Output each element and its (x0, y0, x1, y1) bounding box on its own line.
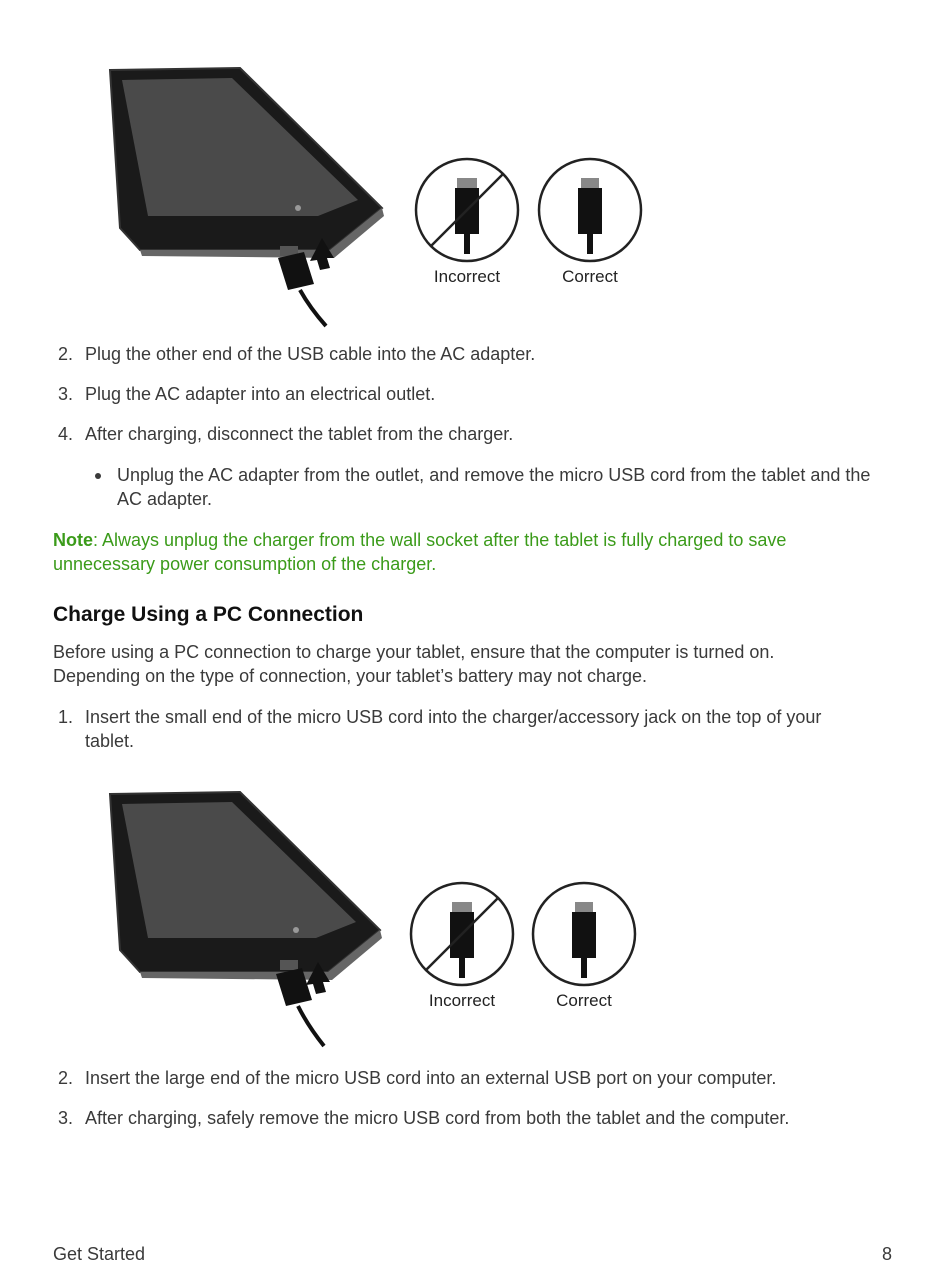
tablet-charging-illustration-2 (100, 782, 660, 1052)
section-heading: Charge Using a PC Connection (53, 603, 364, 626)
usb-cable-image (276, 960, 330, 1046)
page-number: 8 (881, 1244, 892, 1264)
manual-page: Incorrect Correct 2. Plug the other end of the USB cable into the AC adapter. 3. Plug the AC adapter into an electrical outlet. 4. After charging, disconnect the tablet from the charger. Unplug the AC adapter from the outlet, and remove the micro USB cord from the tablet and the AC adapter. Note: Always unplug the charger from the wall socket after the tablet is fully charged to save unnecessary power consumption of the charger. Charge Using a PC Connection Before using a PC connection to charge your tablet, ensure that the computer is turned on. Depending on the type of connection, your tablet’s battery may not charge. 1. Insert the small end of the micro USB cord into the charger/accessory jack on the top of your tablet. Incorrect Correct 2. Insert the large end of the micro USB cord into an external USB port on your computer. 3. After charging, safely remove the micro USB cord from both the tablet and the computer. Get Started 8 (0, 0, 950, 1276)
incorrect-label: Incorrect (428, 991, 496, 1010)
tablet-image (110, 792, 382, 980)
tablet-image (110, 68, 384, 258)
incorrect-orientation-icon (411, 883, 513, 985)
intro-paragraph: Before using a PC connection to charge your tablet, ensure that the computer is turned on. Depending on the type of connection, your tablet’s battery may not charge. (53, 642, 775, 686)
note-paragraph (53, 528, 853, 576)
bullet-dot (95, 473, 101, 479)
correct-orientation-icon (539, 159, 641, 261)
correct-label: Correct (562, 267, 618, 286)
incorrect-label: Incorrect (433, 267, 501, 286)
footer-section-title: Get Started (53, 1244, 146, 1264)
tablet-charging-illustration (100, 58, 660, 328)
note-label: Note (53, 530, 93, 550)
correct-orientation-icon (533, 883, 635, 985)
correct-label: Correct (556, 991, 612, 1010)
note-text: : Always unplug the charger from the wall socket after the tablet is fully charged to save unnecessary power consumption of the charger. (53, 530, 787, 574)
incorrect-orientation-icon (416, 159, 518, 261)
